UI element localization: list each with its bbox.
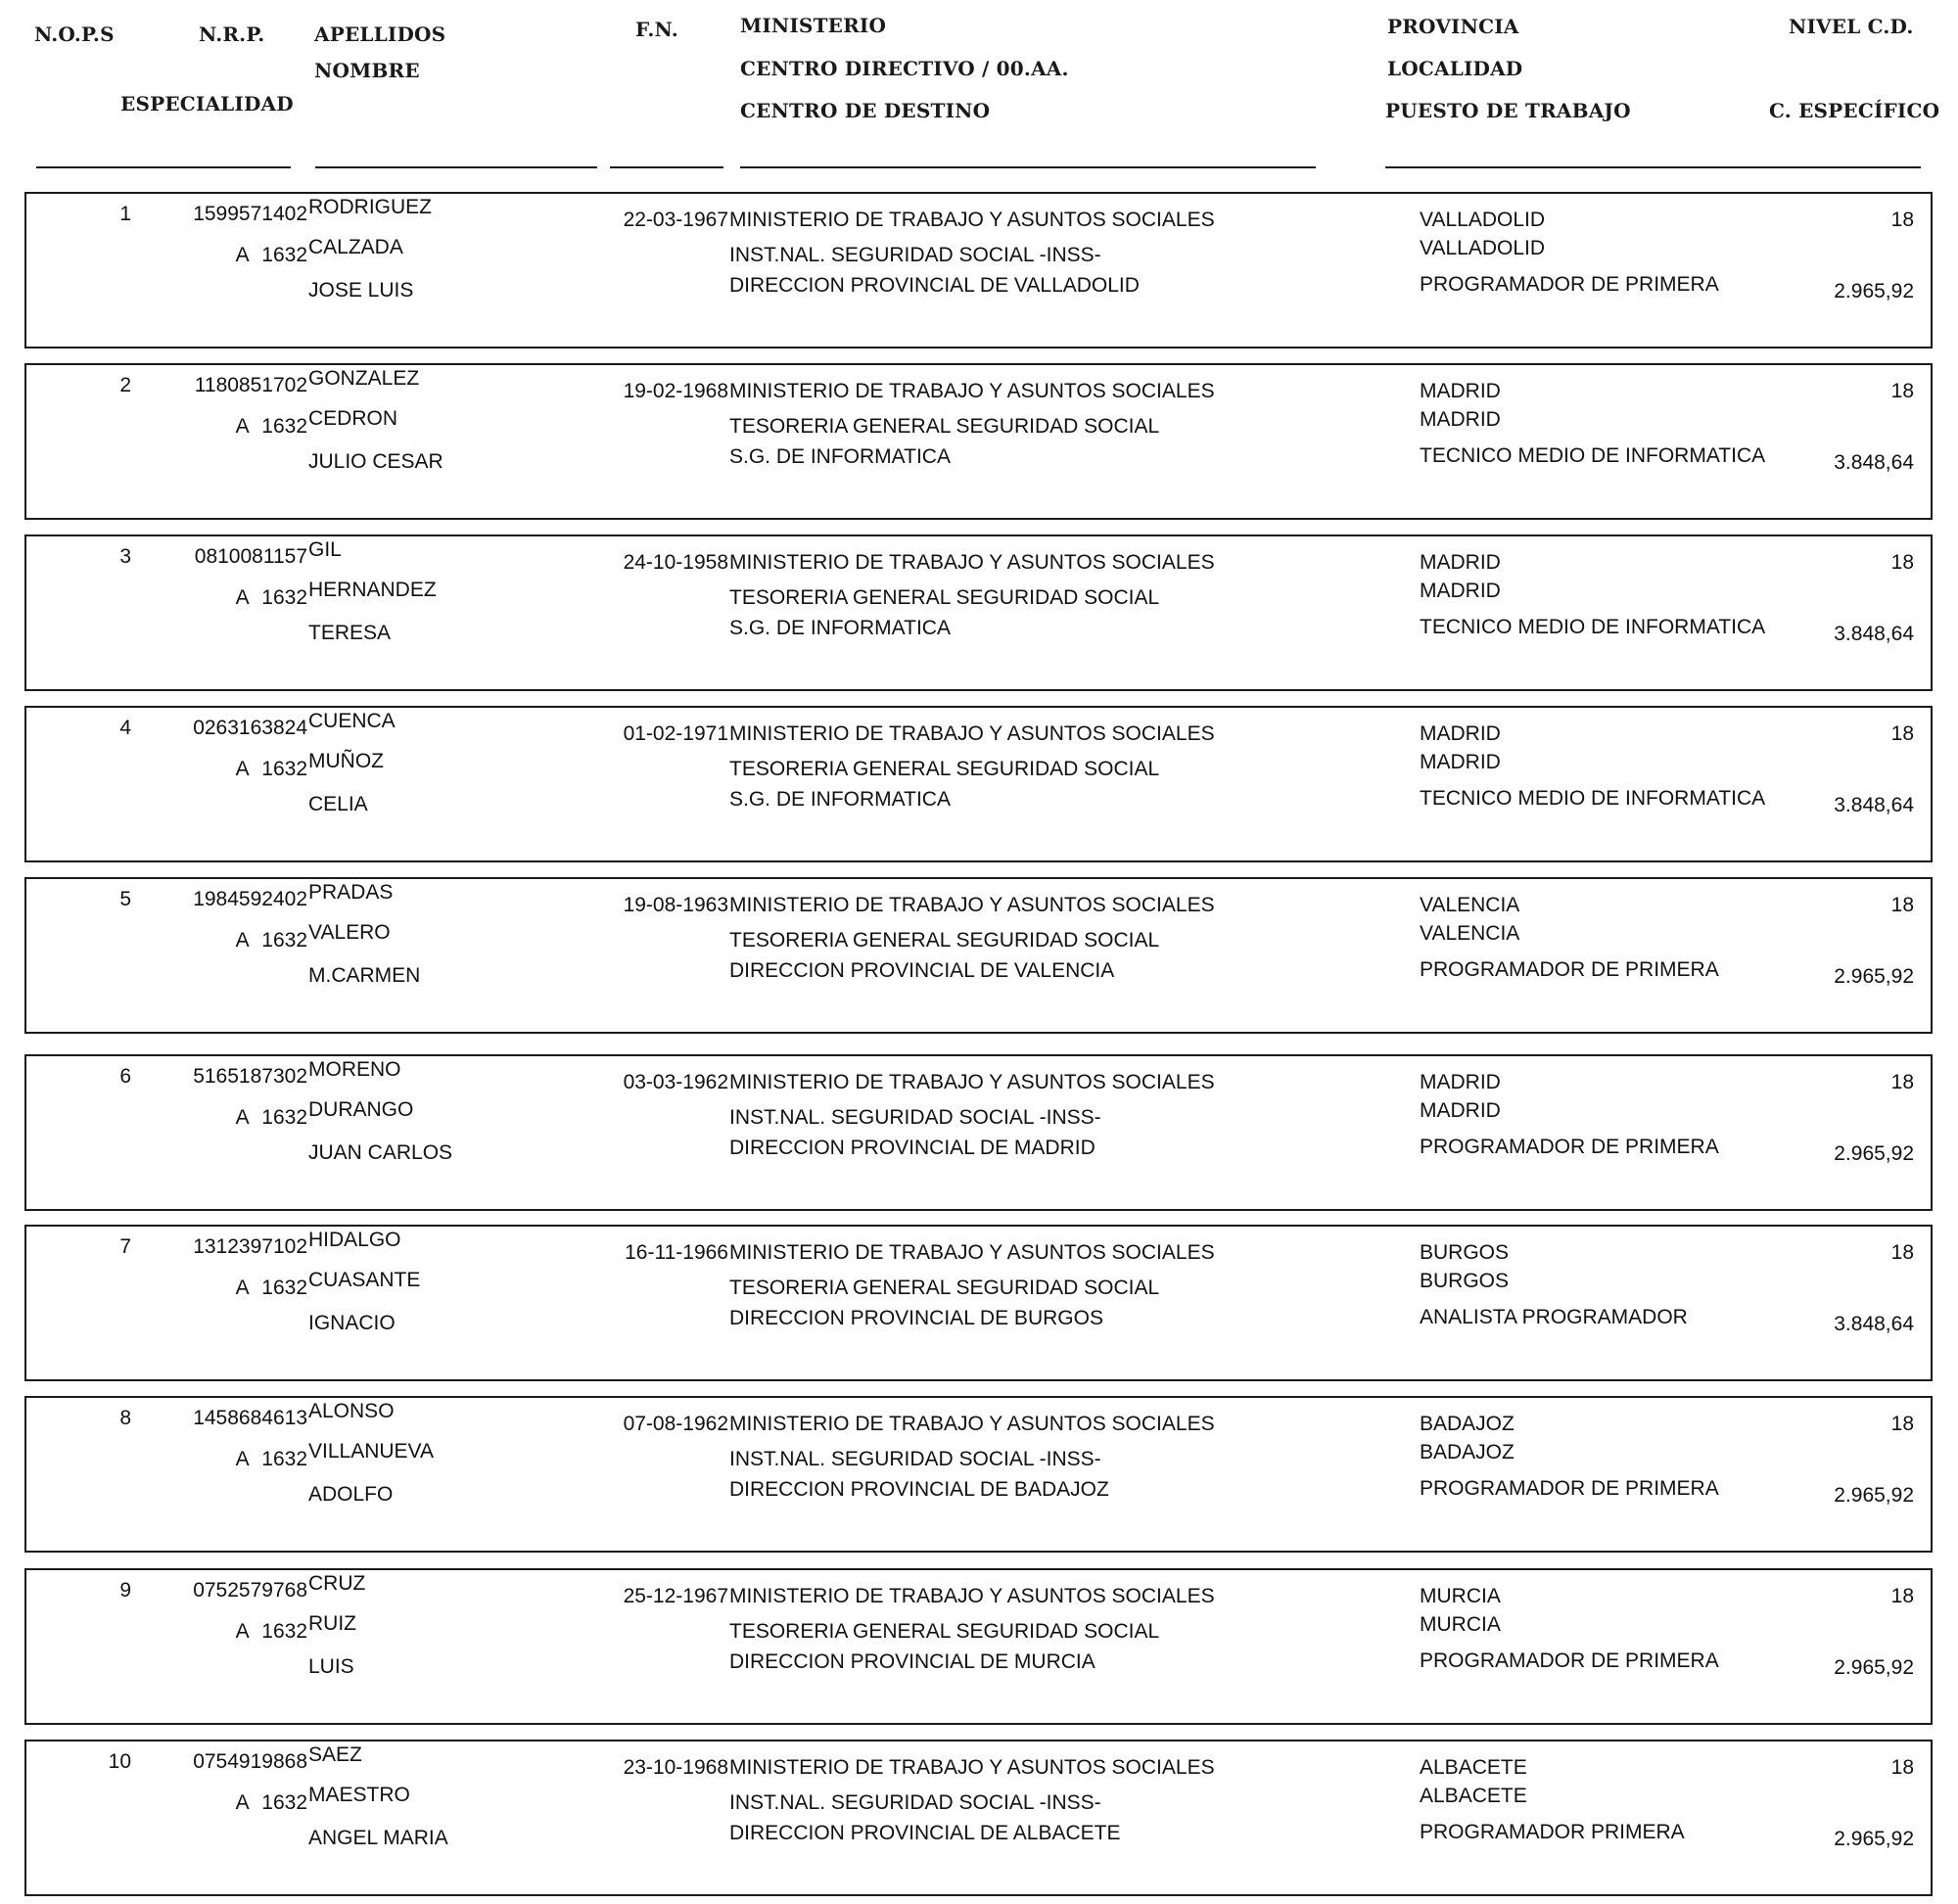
record-puesto: TECNICO MEDIO DE INFORMATICA [1420, 444, 1766, 467]
record-centro-destino: DIRECCION PROVINCIAL DE BURGOS [729, 1307, 1103, 1329]
record-especialidad: A 1632 [235, 244, 307, 266]
record-especifico: 2.965,92 [1834, 965, 1914, 988]
header-rule-ministerio [740, 166, 1316, 168]
record-nrp: 0810081157 [194, 545, 307, 568]
header-especifico: C. ESPECÍFICO [1769, 99, 1940, 122]
record-row [24, 706, 1933, 862]
record-nops: 4 [119, 717, 131, 739]
record-especialidad: A 1632 [235, 586, 307, 609]
record-ministerio: MINISTERIO DE TRABAJO Y ASUNTOS SOCIALES [729, 551, 1215, 574]
record-nivel: 18 [1890, 1756, 1914, 1779]
record-centro-destino: DIRECCION PROVINCIAL DE BADAJOZ [729, 1478, 1109, 1501]
record-nops: 7 [119, 1235, 131, 1258]
record-centro-directivo: TESORERIA GENERAL SEGURIDAD SOCIAL [729, 415, 1160, 438]
record-especifico: 2.965,92 [1834, 1484, 1914, 1507]
record-fecha-nacimiento: 19-02-1968 [623, 380, 728, 402]
record-apellido-2: CUASANTE [308, 1269, 421, 1291]
header-fn: F.N. [635, 18, 678, 41]
record-nops: 8 [119, 1407, 131, 1429]
record-nombre: LUIS [308, 1655, 354, 1678]
header-rule-fn [610, 166, 723, 168]
record-nops: 6 [119, 1065, 131, 1088]
record-fecha-nacimiento: 16-11-1966 [625, 1241, 728, 1264]
record-apellido-2: CALZADA [308, 236, 403, 258]
record-provincia: MADRID [1420, 722, 1501, 745]
record-apellido-2: MUÑOZ [308, 750, 384, 772]
record-centro-destino: S.G. DE INFORMATICA [729, 617, 951, 639]
record-localidad: MURCIA [1420, 1613, 1501, 1636]
record-nops: 1 [119, 203, 131, 225]
record-nombre: IGNACIO [308, 1312, 396, 1334]
record-puesto: PROGRAMADOR DE PRIMERA [1420, 1477, 1719, 1500]
record-localidad: VALLADOLID [1420, 237, 1545, 259]
record-apellido-2: VALERO [308, 921, 391, 944]
record-row [24, 1740, 1933, 1896]
record-especifico: 3.848,64 [1834, 1313, 1914, 1335]
record-especifico: 2.965,92 [1834, 1656, 1914, 1679]
record-especialidad: A 1632 [235, 1620, 307, 1643]
record-puesto: ANALISTA PROGRAMADOR [1420, 1306, 1688, 1328]
record-nrp: 1312397102 [193, 1235, 307, 1258]
record-centro-destino: S.G. DE INFORMATICA [729, 445, 951, 468]
record-apellido-2: CEDRON [308, 407, 398, 430]
record-puesto: TECNICO MEDIO DE INFORMATICA [1420, 616, 1766, 638]
record-centro-directivo: INST.NAL. SEGURIDAD SOCIAL -INSS- [729, 244, 1101, 266]
record-especialidad: A 1632 [235, 758, 307, 780]
header-centro-destino: CENTRO DE DESTINO [740, 99, 991, 122]
record-provincia: VALLADOLID [1420, 209, 1545, 231]
record-apellido-1: PRADAS [308, 881, 394, 904]
record-especifico: 2.965,92 [1834, 1142, 1914, 1165]
record-nombre: ANGEL MARIA [308, 1827, 448, 1849]
record-centro-destino: S.G. DE INFORMATICA [729, 788, 951, 811]
record-fecha-nacimiento: 25-12-1967 [623, 1585, 728, 1607]
record-centro-directivo: INST.NAL. SEGURIDAD SOCIAL -INSS- [729, 1448, 1101, 1470]
record-fecha-nacimiento: 22-03-1967 [623, 209, 728, 231]
record-centro-directivo: TESORERIA GENERAL SEGURIDAD SOCIAL [729, 1620, 1160, 1643]
record-especialidad: A 1632 [235, 415, 307, 438]
record-apellido-2: MAESTRO [308, 1784, 410, 1806]
record-row [24, 1568, 1933, 1725]
record-apellido-1: GONZALEZ [308, 367, 420, 390]
record-centro-directivo: TESORERIA GENERAL SEGURIDAD SOCIAL [729, 758, 1160, 780]
record-apellido-1: HIDALGO [308, 1229, 401, 1251]
record-nombre: CELIA [308, 793, 368, 815]
record-nivel: 18 [1890, 209, 1914, 231]
header-nops: N.O.P.S [34, 23, 115, 46]
record-localidad: VALENCIA [1420, 922, 1520, 945]
record-puesto: PROGRAMADOR DE PRIMERA [1420, 1136, 1719, 1158]
header-nivel: NIVEL C.D. [1789, 15, 1914, 38]
record-fecha-nacimiento: 24-10-1958 [623, 551, 728, 574]
record-nombre: ADOLFO [308, 1483, 394, 1506]
record-especialidad: A 1632 [235, 929, 307, 952]
record-centro-directivo: TESORERIA GENERAL SEGURIDAD SOCIAL [729, 586, 1160, 609]
record-nombre: TERESA [308, 622, 392, 644]
record-localidad: BURGOS [1420, 1270, 1510, 1292]
record-nivel: 18 [1890, 1241, 1914, 1264]
record-especialidad: A 1632 [235, 1106, 307, 1129]
record-nops: 5 [119, 888, 131, 910]
record-centro-destino: DIRECCION PROVINCIAL DE VALENCIA [729, 959, 1115, 982]
record-especialidad: A 1632 [235, 1448, 307, 1470]
record-nrp: 1984592402 [193, 888, 307, 910]
record-puesto: PROGRAMADOR DE PRIMERA [1420, 958, 1719, 981]
record-puesto: PROGRAMADOR DE PRIMERA [1420, 1649, 1719, 1672]
record-nivel: 18 [1890, 1585, 1914, 1607]
record-nrp: 0752579768 [193, 1579, 307, 1602]
record-fecha-nacimiento: 23-10-1968 [623, 1756, 728, 1779]
record-ministerio: MINISTERIO DE TRABAJO Y ASUNTOS SOCIALES [729, 1241, 1215, 1264]
record-ministerio: MINISTERIO DE TRABAJO Y ASUNTOS SOCIALES [729, 1756, 1215, 1779]
header-especialidad: ESPECIALIDAD [120, 92, 294, 116]
record-apellido-2: VILLANUEVA [308, 1440, 434, 1463]
record-puesto: PROGRAMADOR DE PRIMERA [1420, 273, 1719, 296]
record-especialidad: A 1632 [235, 1277, 307, 1299]
header-localidad: LOCALIDAD [1387, 57, 1523, 80]
record-apellido-1: CUENCA [308, 710, 396, 732]
record-fecha-nacimiento: 01-02-1971 [623, 722, 728, 745]
header-rule-provincia [1385, 166, 1921, 168]
record-localidad: MADRID [1420, 1099, 1501, 1122]
record-provincia: MADRID [1420, 380, 1501, 402]
record-nivel: 18 [1890, 380, 1914, 402]
record-nops: 3 [119, 545, 131, 568]
header-rule-nombre [315, 166, 597, 168]
record-ministerio: MINISTERIO DE TRABAJO Y ASUNTOS SOCIALES [729, 380, 1215, 402]
record-centro-directivo: INST.NAL. SEGURIDAD SOCIAL -INSS- [729, 1106, 1101, 1129]
record-nivel: 18 [1890, 1413, 1914, 1435]
record-localidad: MADRID [1420, 751, 1501, 773]
record-row [24, 1396, 1933, 1553]
record-nops: 2 [119, 374, 131, 396]
record-nivel: 18 [1890, 1071, 1914, 1093]
header-puesto: PUESTO DE TRABAJO [1385, 99, 1631, 122]
record-provincia: VALENCIA [1420, 894, 1520, 916]
record-ministerio: MINISTERIO DE TRABAJO Y ASUNTOS SOCIALES [729, 894, 1215, 916]
record-centro-destino: DIRECCION PROVINCIAL DE MADRID [729, 1137, 1096, 1159]
record-ministerio: MINISTERIO DE TRABAJO Y ASUNTOS SOCIALES [729, 1585, 1215, 1607]
record-puesto: TECNICO MEDIO DE INFORMATICA [1420, 787, 1766, 810]
record-provincia: MADRID [1420, 1071, 1501, 1093]
record-nrp: 5165187302 [193, 1065, 307, 1088]
header-nombre: NOMBRE [314, 59, 420, 82]
record-centro-directivo: TESORERIA GENERAL SEGURIDAD SOCIAL [729, 929, 1160, 952]
header-nrp: N.R.P. [199, 23, 265, 46]
record-provincia: MURCIA [1420, 1585, 1501, 1607]
record-nombre: JUAN CARLOS [308, 1141, 453, 1164]
record-nrp: 1180851702 [194, 374, 307, 396]
header-ministerio: MINISTERIO [740, 14, 887, 37]
record-nivel: 18 [1890, 894, 1914, 916]
record-nrp: 1458684613 [193, 1407, 307, 1429]
record-fecha-nacimiento: 07-08-1962 [623, 1413, 728, 1435]
record-centro-destino: DIRECCION PROVINCIAL DE VALLADOLID [729, 274, 1140, 297]
record-row [24, 1225, 1933, 1381]
record-row [24, 877, 1933, 1034]
record-apellido-2: HERNANDEZ [308, 579, 437, 601]
record-row [24, 534, 1933, 691]
record-provincia: BURGOS [1420, 1241, 1510, 1264]
record-apellido-1: MORENO [308, 1058, 401, 1081]
record-nivel: 18 [1890, 551, 1914, 574]
record-row [24, 363, 1933, 520]
record-nombre: JULIO CESAR [308, 450, 443, 473]
record-especialidad: A 1632 [235, 1791, 307, 1814]
record-especifico: 3.848,64 [1834, 623, 1914, 645]
record-puesto: PROGRAMADOR PRIMERA [1420, 1821, 1685, 1843]
record-ministerio: MINISTERIO DE TRABAJO Y ASUNTOS SOCIALES [729, 1413, 1215, 1435]
record-centro-destino: DIRECCION PROVINCIAL DE MURCIA [729, 1650, 1096, 1673]
record-centro-directivo: TESORERIA GENERAL SEGURIDAD SOCIAL [729, 1277, 1160, 1299]
record-apellido-1: CRUZ [308, 1572, 366, 1595]
record-centro-directivo: INST.NAL. SEGURIDAD SOCIAL -INSS- [729, 1791, 1101, 1814]
header-apellidos: APELLIDOS [314, 23, 446, 46]
record-localidad: ALBACETE [1420, 1785, 1527, 1807]
header-rule-nrp [36, 166, 291, 168]
record-provincia: BADAJOZ [1420, 1413, 1515, 1435]
header-provincia: PROVINCIA [1387, 15, 1519, 38]
record-localidad: MADRID [1420, 408, 1501, 431]
record-apellido-2: DURANGO [308, 1098, 414, 1121]
record-apellido-1: GIL [308, 538, 342, 561]
record-nrp: 0263163824 [193, 717, 307, 739]
record-localidad: BADAJOZ [1420, 1441, 1515, 1463]
record-fecha-nacimiento: 19-08-1963 [623, 894, 728, 916]
record-ministerio: MINISTERIO DE TRABAJO Y ASUNTOS SOCIALES [729, 722, 1215, 745]
record-nombre: JOSE LUIS [308, 279, 414, 302]
record-row [24, 1054, 1933, 1211]
record-ministerio: MINISTERIO DE TRABAJO Y ASUNTOS SOCIALES [729, 1071, 1215, 1093]
record-nombre: M.CARMEN [308, 964, 421, 987]
record-nrp: 0754919868 [193, 1750, 307, 1773]
record-apellido-1: RODRIGUEZ [308, 196, 432, 218]
record-centro-destino: DIRECCION PROVINCIAL DE ALBACETE [729, 1822, 1121, 1844]
record-apellido-2: RUIZ [308, 1612, 356, 1635]
record-row [24, 192, 1933, 348]
record-apellido-1: SAEZ [308, 1743, 362, 1766]
record-especifico: 3.848,64 [1834, 794, 1914, 816]
record-nops: 10 [108, 1750, 131, 1773]
record-nrp: 1599571402 [193, 203, 307, 225]
record-fecha-nacimiento: 03-03-1962 [623, 1071, 728, 1093]
record-especifico: 2.965,92 [1834, 280, 1914, 302]
header-centro-directivo: CENTRO DIRECTIVO / 00.AA. [740, 57, 1069, 80]
record-apellido-1: ALONSO [308, 1400, 395, 1422]
record-nops: 9 [119, 1579, 131, 1602]
record-especifico: 3.848,64 [1834, 451, 1914, 474]
record-localidad: MADRID [1420, 580, 1501, 602]
record-provincia: MADRID [1420, 551, 1501, 574]
record-ministerio: MINISTERIO DE TRABAJO Y ASUNTOS SOCIALES [729, 209, 1215, 231]
record-provincia: ALBACETE [1420, 1756, 1527, 1779]
record-nivel: 18 [1890, 722, 1914, 745]
record-especifico: 2.965,92 [1834, 1828, 1914, 1850]
